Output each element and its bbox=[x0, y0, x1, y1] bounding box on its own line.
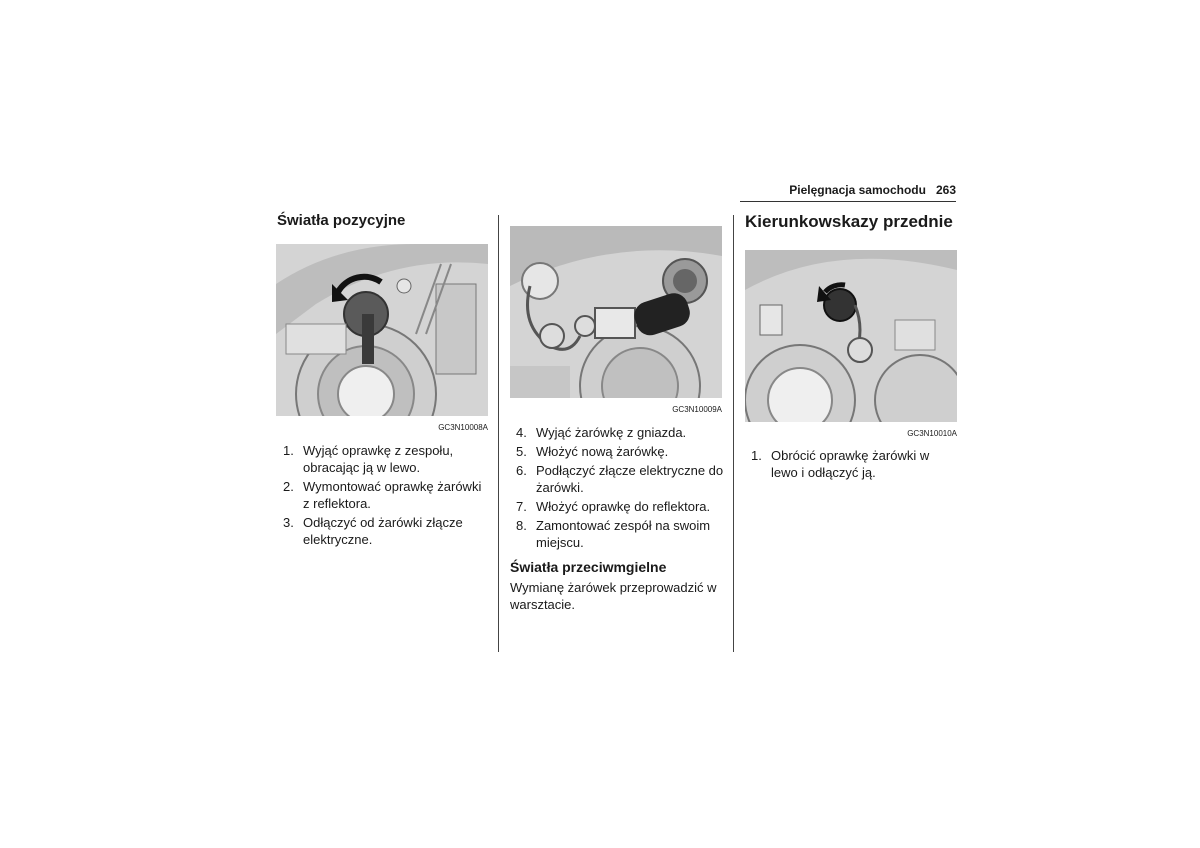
position-light-illustration bbox=[276, 244, 488, 416]
figure-code-1: GC3N10008A bbox=[438, 423, 488, 432]
header-section-title: Pielęgnacja samochodu bbox=[789, 183, 926, 197]
steps-list-position-lights bbox=[283, 442, 483, 550]
list-item: 1. Obrócić oprawkę żarówki w lewo i odłączyć ją. bbox=[751, 448, 930, 480]
figure-indicator-socket bbox=[745, 250, 957, 422]
figure-bulb-removal bbox=[510, 226, 722, 398]
section-title-front-indicators: Kierunkowskazy przednie bbox=[745, 212, 953, 231]
section-title-position-lights: Światła pozycyjne bbox=[277, 212, 406, 229]
figure-code-2: GC3N10009A bbox=[672, 405, 722, 414]
steps-list-front-indicators bbox=[751, 447, 959, 483]
list-item: 2. Wymontować oprawkę żarówki z reflektora. bbox=[283, 479, 482, 511]
column-divider-right bbox=[733, 215, 734, 652]
list-item: 5. Włożyć nową żarówkę. bbox=[516, 444, 669, 459]
figure-position-light-socket bbox=[276, 244, 488, 416]
steps-list-bulb-replacement bbox=[516, 424, 726, 553]
header-rule bbox=[740, 201, 956, 202]
subsection-title-fog-lights: Światła przeciwmgielne bbox=[510, 559, 667, 575]
page-number: 263 bbox=[935, 183, 956, 197]
fog-lights-text: Wymianę żarówek przeprowadzić w warsztacie. bbox=[510, 580, 717, 612]
column-divider-left bbox=[498, 215, 499, 652]
indicator-illustration bbox=[745, 250, 957, 422]
list-item: 7. Włożyć oprawkę do reflektora. bbox=[516, 499, 711, 514]
list-item: 3. Odłączyć od żarówki złącze elektryczne. bbox=[283, 515, 463, 547]
list-item: 4. Wyjąć żarówkę z gniazda. bbox=[516, 425, 687, 440]
figure-code-3: GC3N10010A bbox=[907, 429, 957, 438]
list-item: 8. Zamontować zespół na swoim miejscu. bbox=[516, 518, 711, 550]
list-item: 6. Podłączyć złącze elektryczne do żarówki. bbox=[516, 463, 724, 495]
list-item: 1. Wyjąć oprawkę z zespołu, obracając ją w lewo. bbox=[283, 443, 454, 475]
running-header bbox=[740, 183, 956, 197]
bulb-removal-illustration bbox=[510, 226, 722, 398]
